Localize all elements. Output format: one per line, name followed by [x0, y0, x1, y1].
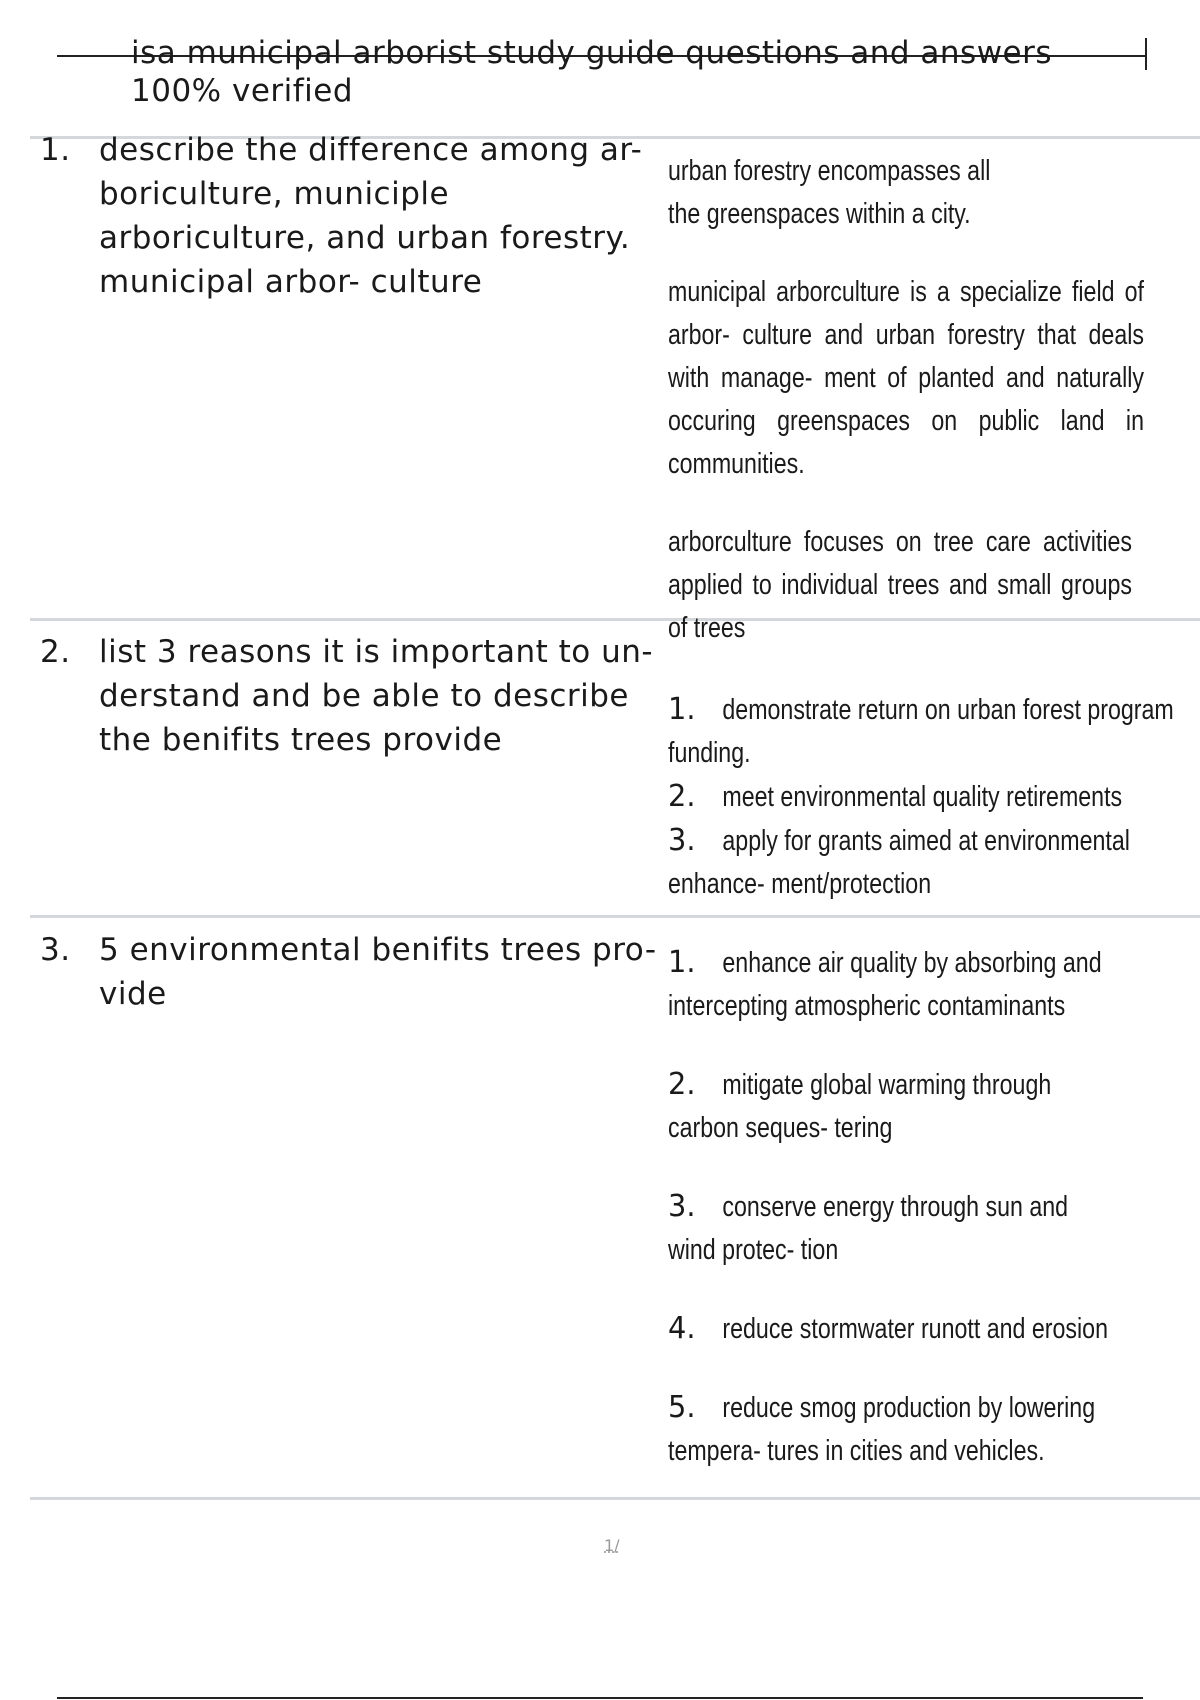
answer-list-item [668, 1185, 1116, 1272]
answer-item-number: 2. [668, 779, 696, 814]
document-title [131, 34, 1181, 110]
answer-list-item [668, 1063, 1116, 1150]
answer-item-text: conserve energy through sun and wind protec- tion [668, 1191, 1069, 1266]
answer-item-number: 4. [668, 1311, 696, 1346]
answer-list-item [668, 775, 1186, 819]
answer-item-number: 1. [668, 692, 696, 727]
answer-item-text: reduce smog production by lowering tempera- tures in cities and vehicles. [668, 1392, 1096, 1467]
answer-paragraph: arborculture focuses on tree care activities applied to individual trees and small groups of trees [668, 526, 1132, 644]
answer-block [668, 941, 1186, 1473]
answer-item-text: mitigate global warming through carbon seques- tering [668, 1069, 1052, 1144]
answer-item-text: apply for grants aimed at environmental enhance- ment/protection [668, 825, 1130, 900]
answer-item-text: meet environmental quality retirements [722, 781, 1123, 813]
question-number: 2. [40, 634, 71, 670]
answer-paragraph: urban forestry encompasses all the greenspaces within a city. [668, 155, 991, 230]
answer-item-number: 1. [668, 945, 696, 980]
answer-item-text: enhance air quality by absorbing and intercepting atmospheric contaminants [668, 947, 1102, 1022]
answer-block [668, 150, 1144, 650]
question-number: 1. [40, 132, 71, 168]
answer-list-item [668, 1307, 1148, 1351]
answer-item-text: demonstrate return on urban forest program funding. [668, 694, 1174, 769]
question-number: 3. [40, 932, 71, 968]
answer-list-item [668, 1386, 1148, 1473]
row-divider-bottom [30, 1497, 1200, 1500]
answer-item-number: 3. [668, 1189, 696, 1224]
answer-item-number: 5. [668, 1390, 696, 1425]
title-bar-text [1141, 34, 1151, 72]
answer-list-item [668, 819, 1186, 906]
answer-list-item [668, 688, 1186, 775]
question-text: 5 environmental benifits trees pro- vide [99, 932, 657, 1012]
question-text: describe the difference among ar- boriculture, municiple arboriculture, and urban forestry. municipal arbor- culture [99, 132, 643, 300]
page-number: 1/ [604, 1536, 620, 1555]
title-line-2: 100% verified [131, 73, 354, 109]
footer-rule [57, 1697, 1143, 1699]
row-divider-2 [30, 915, 1200, 918]
answer-paragraph: municipal arborculture is a specialize field of arbor- culture and urban forestry that deals with manage- ment of planted and naturally occuring greenspaces on public land in communities. [668, 276, 1144, 480]
answer-item-number: 2. [668, 1067, 696, 1102]
answer-item-text: reduce stormwater runott and erosion [722, 1313, 1108, 1345]
answer-list-item [668, 941, 1148, 1028]
question-text: list 3 reasons it is important to un- derstand and be able to describe the benifits trees provide [99, 634, 654, 758]
answer-block [668, 688, 1186, 906]
answer-item-number: 3. [668, 823, 696, 858]
title-line-1: isa municipal arborist study guide questions and answers [131, 35, 1053, 71]
